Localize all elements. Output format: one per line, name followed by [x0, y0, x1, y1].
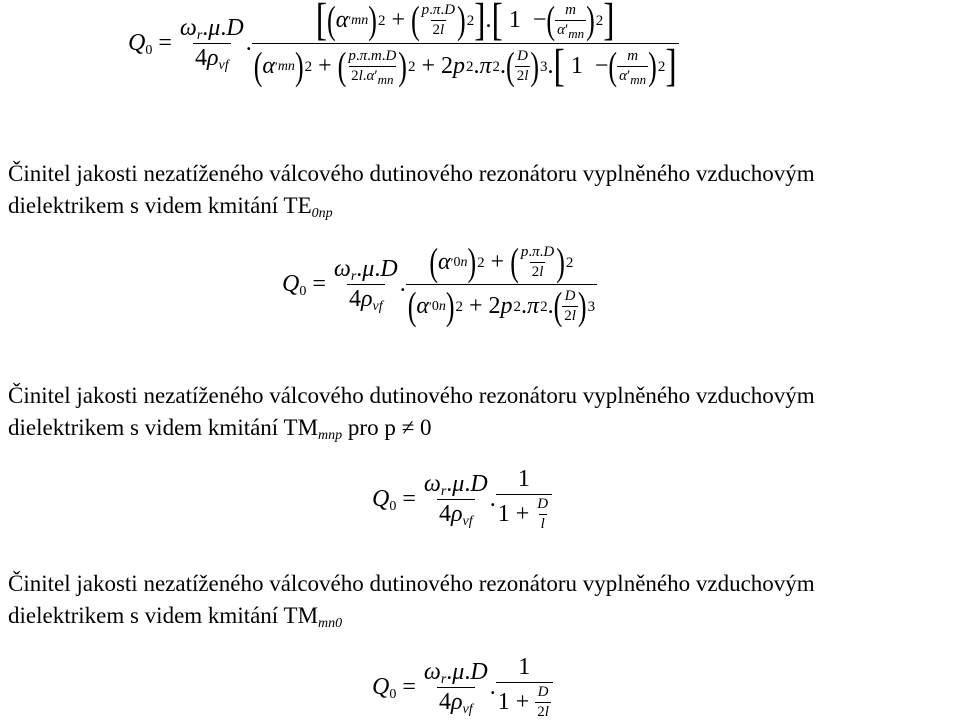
equation-q0-te0np: $Q_0$ = $\frac{\omega_r.\mu.D}{4\rho_{vf}}$ . ( α ′ 0n ) 2 + ( $\frac{p.\pi.D}{2l}$ ) 2 ( α ′ 0n ) 2 + 2 p 2 . π 2 . ( $\frac{D}{2l}$ ) 3 — [282, 240, 596, 328]
paragraph-text-line2: dielektrikem s videm kmitání TM — [8, 415, 319, 440]
paragraph-tmmn0 — [8, 568, 956, 632]
second-fraction: 1 1 + $\frac{D}{2l}$ — [496, 654, 553, 721]
paragraph-suffix: pro p ≠ 0 — [342, 415, 432, 440]
equals-sign: = — [158, 30, 172, 56]
mode-subscript: 0np — [311, 206, 333, 221]
paragraph-tmmnp — [8, 380, 956, 444]
equation-q0-tmmnp: $Q_0$ = $\frac{\omega_r.\mu.D}{4\rho_{vf}}$ . 1 1 + $\frac{D}{l}$ — [372, 466, 552, 533]
paragraph-text-line2: dielektrikem s videm kmitání TM — [8, 603, 319, 628]
paragraph-te0np — [8, 158, 956, 222]
paragraph-text: Činitel jakosti nezatíženého válcového dutinového rezonátoru vyplněného vzduchovým — [8, 383, 815, 408]
paragraph-text: Činitel jakosti nezatíženého válcového dutinového rezonátoru vyplněného vzduchovým — [8, 161, 815, 186]
paragraph-text: Činitel jakosti nezatíženého válcového dutinového rezonátoru vyplněného vzduchovým — [8, 571, 815, 596]
second-fraction: 1 1 + $\frac{D}{l}$ — [496, 466, 552, 533]
paragraph-text-line2: dielektrikem s videm kmitání TE — [8, 193, 312, 218]
main-fraction: [ ( α ′ mn ) 2 + ( $\frac{p.\pi.D}{2l}$ ) 2 ] . [ 1 − ( $\frac{m}{\alpha'_{mn}}$ ) 2 ] ( α ′ mn ) 2 + ( $\frac{p.\pi.m.D}{2l.\alpha'_{mn}}$ ) 2 + 2 p 2 . π 2 . ( $\frac{D}{2l}$ ) 3 . [ 1 − ( $\frac{m}{\alpha'_{mn}}$ ) 2 ] — [253, 0, 677, 91]
q0-symbol: $Q_0$ — [128, 30, 153, 58]
equation-q0-general: $Q_0$ = $\frac{\omega_r.\mu.D}{4\rho_{vf}}$ . [ ( α ′ mn ) 2 + ( $\frac{p.\pi.D}{2l}$ ) 2 ] . [ 1 − ( $\frac{m}{\alpha'_{mn}}$ ) 2 ] ( α ′ mn ) 2 + ( $\frac{p.\pi.m.D}{2l.\alpha'_{mn}}$ ) 2 + 2 p 2 . π 2 . ( $\frac{D}{2l}$ ) 3 . [ 1 − ( $\frac{m}{\alpha'_{mn}}$ ) 2 ] — [128, 0, 677, 91]
equation-q0-tmmn0: $Q_0$ = $\frac{\omega_r.\mu.D}{4\rho_{vf}}$ . 1 1 + $\frac{D}{2l}$ — [372, 654, 553, 721]
mode-subscript: mnp — [318, 428, 343, 443]
prefactor-fraction: $\frac{\omega_r.\mu.D}{4\rho_{vf}}$ — [179, 15, 244, 73]
mode-subscript: mn0 — [318, 616, 343, 631]
